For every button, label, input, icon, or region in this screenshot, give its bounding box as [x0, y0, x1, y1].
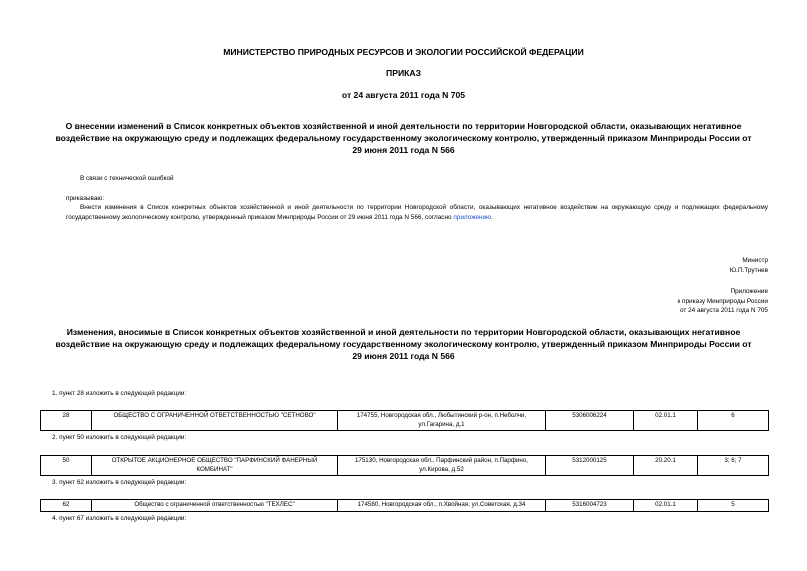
doc-type-heading: ПРИКАЗ [386, 68, 421, 78]
item-table [40, 410, 769, 431]
order-word: приказываю: [66, 195, 104, 202]
table-row [41, 411, 769, 431]
order-paragraph [66, 203, 768, 223]
cell-organization: ОБЩЕСТВО С ОГРАНИЧЕННОЙ ОТВЕТСТВЕННОСТЬЮ "СЕТНОВО" [92, 411, 338, 431]
reason-text: В связи с технической ошибкой [80, 175, 174, 182]
cell-address: 174755, Новгородская обл., Любытинский р-он, п.Неболчи, ул.Гагарина, д.1 [338, 411, 546, 431]
item-instruction: 4. пункт 67 изложить в следующей редакции: [52, 515, 187, 522]
appendix-reference [677, 287, 768, 316]
doc-date-number: от 24 августа 2011 года N 705 [341, 90, 466, 100]
cell-okved: 02.01.1 [634, 411, 698, 431]
cell-category: 3; 6; 7 [698, 456, 769, 476]
item-instruction: 3. пункт 62 изложить в следующей редакции: [52, 479, 187, 486]
signature-block [730, 256, 768, 275]
ministry-heading: МИНИСТЕРСТВО ПРИРОДНЫХ РЕСУРСОВ И ЭКОЛОГИИ РОССИЙСКОЙ ФЕДЕРАЦИИ [223, 47, 584, 57]
item-instruction: 1. пункт 28 изложить в следующей редакции: [52, 390, 187, 397]
cell-number: 28 [41, 411, 92, 431]
cell-address: 175130, Новгородская обл., Парфинский район, п.Парфино, ул.Кирова, д.52 [338, 456, 546, 476]
appendix-ref: к приказу Минприроды России [677, 297, 768, 305]
appendix-title: Изменения, вносимые в Список конкретных объектов хозяйственной и иной деятельности по территории Новгородской области, оказывающих негативное воздействие на окружающую среду и подлежащих федеральному государственному экологическому контролю, утвержденный приказом Минприроды России от 29 июня 2011 года N 566 [55, 327, 752, 361]
order-end: . [490, 214, 493, 221]
signature-name: Ю.П.Трутнев [729, 266, 768, 274]
cell-inn: 5316004723 [546, 500, 634, 512]
table-row [41, 500, 769, 512]
item-instruction: 2. пункт 50 изложить в следующей редакции: [52, 434, 187, 441]
table-row [41, 456, 769, 476]
doc-title: О внесении изменений в Список конкретных объектов хозяйственной и иной деятельности по территории Новгородской области, оказывающих негативное воздействие на окружающую среду и подлежащих федеральному государственному экологическому контролю, утвержденный приказом Минприроды России от 29 июня 2011 года N 566 [55, 121, 752, 155]
cell-category: 6 [698, 411, 769, 431]
cell-okved: 02.01.1 [634, 500, 698, 512]
item-table [40, 455, 769, 476]
cell-inn: 5312000125 [546, 456, 634, 476]
cell-inn: 5306006224 [546, 411, 634, 431]
cell-number: 50 [41, 456, 92, 476]
signature-position: Министр [742, 257, 768, 264]
cell-address: 174580, Новгородская обл., п.Хвойная, ул.Советская, д.34 [338, 500, 546, 512]
cell-organization: ОТКРЫТОЕ АКЦИОНЕРНОЕ ОБЩЕСТВО "ПАРФИНСКИЙ ФАНЕРНЫЙ КОМБИНАТ" [92, 456, 338, 476]
cell-number: 62 [41, 500, 92, 512]
item-table [40, 499, 769, 512]
cell-organization: Общество с ограниченной ответственностью "ТЕХЛЕС" [92, 500, 338, 512]
cell-okved: 20.20.1 [634, 456, 698, 476]
order-text: Внести изменения в Список конкретных объектов хозяйственной и иной деятельности по территории Новгородской области, оказывающих негативное воздействие на окружающую среду и подлежащих федеральному государственному экологическому контролю, утвержденный приказом Минприроды России от 29 июня 2011 года N 566, согласно [66, 204, 768, 221]
appendix-date: от 24 августа 2011 года N 705 [679, 307, 768, 315]
appendix-label: Приложение [730, 288, 768, 295]
appendix-link[interactable]: приложению [453, 214, 491, 221]
cell-category: 5 [698, 500, 769, 512]
